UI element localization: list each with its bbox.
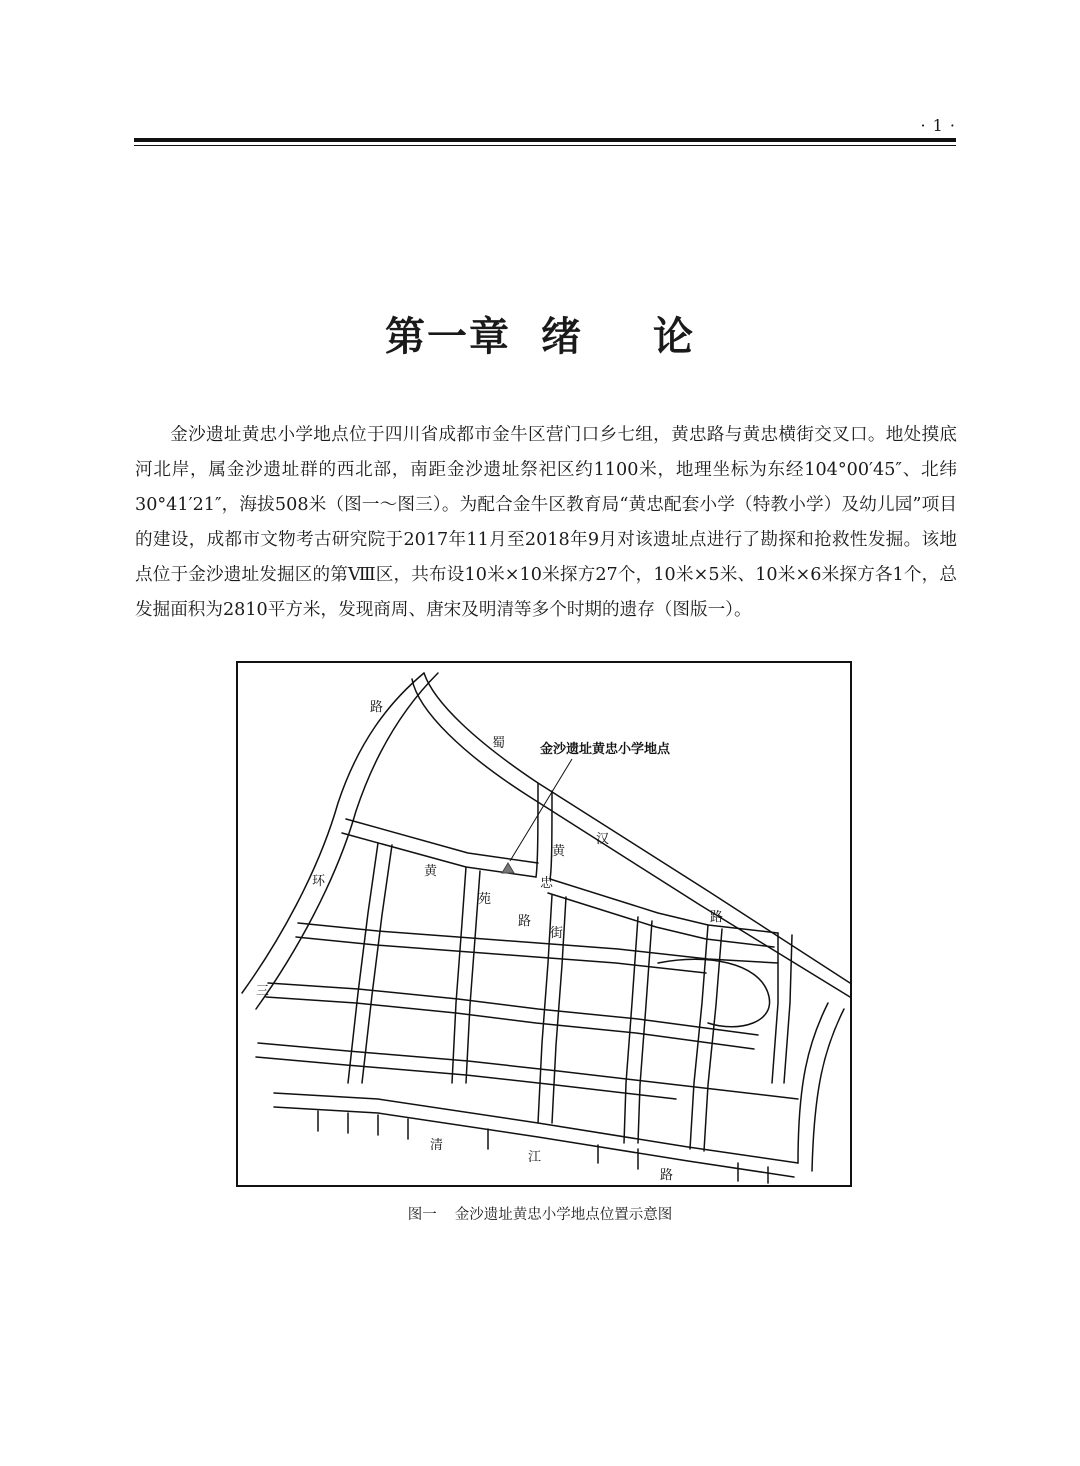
- map-label-jiang: 江: [528, 1150, 542, 1165]
- street-map: [238, 663, 850, 1185]
- caption-text: 金沙遗址黄忠小学地点位置示意图: [454, 1207, 673, 1223]
- header-rule-thick: [134, 138, 956, 142]
- chapter-title-char-1: 绪: [541, 313, 583, 360]
- map-label-shu: 蜀: [492, 736, 506, 751]
- map-label-han: 汉: [596, 832, 610, 847]
- map-label-lu-top: 路: [370, 700, 384, 715]
- map-label-huang-zhong-1: 黄: [552, 844, 566, 859]
- intro-paragraph: 金沙遗址黄忠小学地点位于四川省成都市金牛区营门口乡七组，黄忠路与黄忠横街交叉口。地处摸底河北岸，属金沙遗址群的西北部，南距金沙遗址祭祀区约1100米，地理坐标为东经104°00′45″、北纬30°41′21″，海拔508米（图一～图三）。为配合金牛区教育局“黄忠配套小学（特教小学）及幼儿园”项目的建设，成都市文物考古研究院于2017年11月至2018年9月对该遗址点进行了勘探和抢救性发掘。该地点位于金沙遗址发掘区的第Ⅷ区，共布设10米×10米探方27个，10米×5米、10米×6米探方各1个，总发掘面积为2810平方米，发现商周、唐宋及明清等多个时期的遗存（图版一）。: [135, 425, 957, 620]
- header-rule-thin: [134, 145, 956, 146]
- map-label-lu-mid: 路: [518, 914, 532, 929]
- chapter-number: 第一章: [385, 313, 511, 360]
- map-label-jie: 街: [550, 926, 564, 941]
- map-label-qing: 清: [430, 1138, 444, 1153]
- map-label-huang-yuan-2: 苑: [478, 892, 492, 907]
- map-label-lu-right: 路: [710, 910, 724, 925]
- map-label-huan: 环: [312, 874, 326, 889]
- page-number: · 1 ·: [920, 116, 956, 135]
- chapter-title-char-2: 论: [653, 313, 695, 360]
- map-label-lu-bottom: 路: [660, 1168, 674, 1183]
- site-marker-icon: [502, 863, 514, 873]
- figure-caption: [0, 1203, 1080, 1224]
- chapter-title: [0, 305, 1080, 362]
- map-label-huang-yuan-1: 黄: [424, 864, 438, 879]
- map-label-san: 三: [256, 984, 270, 999]
- map-label-huang-zhong-2: 忠: [540, 876, 554, 891]
- caption-number: 图一: [407, 1207, 437, 1223]
- location-map-figure: [236, 661, 852, 1187]
- site-label: 金沙遗址黄忠小学地点: [540, 742, 671, 757]
